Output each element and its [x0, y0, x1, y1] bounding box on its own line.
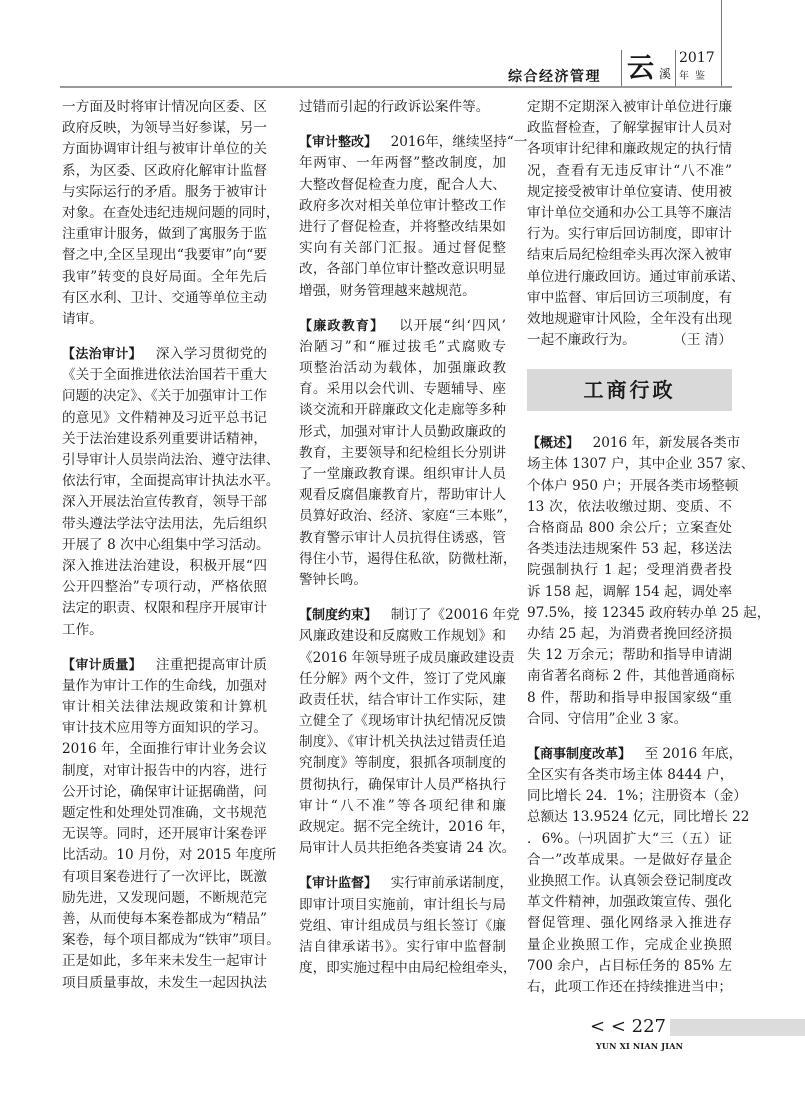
text-line [62, 867, 267, 888]
paragraph [299, 605, 520, 859]
text-line [62, 909, 267, 930]
header-divider [675, 50, 676, 86]
text-line [299, 506, 517, 527]
line-text: 党组、审计组成员与组长签订《廉 [299, 917, 506, 934]
line-text: 至 2016 年底， [644, 745, 743, 762]
text-line [527, 765, 732, 786]
line-text: 政规定。据不完全统计，2016 年， [299, 819, 515, 835]
text-line [62, 951, 267, 972]
page-number [590, 1016, 666, 1038]
text-line [299, 648, 515, 669]
paragraph-heading: 【廉政教育】 [299, 318, 385, 334]
line-text: 制度》、《审计机关执法过错责任追 [299, 734, 506, 751]
text-line [527, 582, 732, 603]
text-line [527, 539, 732, 560]
paragraph [299, 97, 506, 118]
yearbook-label: 年鉴 [679, 71, 711, 82]
line-text: 员算好政治、经济、家庭“三本账”， [299, 508, 517, 525]
text-line [62, 245, 267, 266]
line-text: 的意见》文件精神及习近平总书记 [62, 409, 267, 426]
text-line [527, 118, 732, 139]
line-text: 效地规避审计风险，全年没有出现 [527, 310, 732, 327]
line-text: 警钟长鸣。 [299, 571, 367, 588]
line-text: 审中监督、审后回访三项制度，有 [527, 289, 732, 306]
line-text: 依法行审，全面提高审计执法水平。 [62, 473, 280, 490]
text-line [62, 203, 280, 224]
paragraph [527, 433, 771, 730]
line-text: 以开展“纠‘四风’ [397, 317, 506, 334]
line-text: 改，各部门单位审计整改意识明显 [299, 261, 506, 278]
line-text: 失 12 万余元；帮助和指导申请湖 [527, 647, 732, 664]
text-line [299, 358, 506, 379]
text-line [527, 245, 732, 266]
line-text: 开展了 8 次中心组集中学习活动。 [62, 536, 270, 553]
line-text: 究制度》等制度，狠抓各项制度的 [299, 755, 506, 772]
text-line [299, 711, 506, 732]
text-line [527, 97, 732, 118]
line-text: 革文件精神，加强政策宣传、强化 [527, 894, 732, 911]
text-line [62, 161, 267, 182]
text-line [299, 796, 506, 817]
line-text: 即审计项目实施前，审计组长与局 [299, 896, 506, 913]
line-text: 2016 年，全面推行审计业务会议 [62, 741, 267, 758]
line-text: 督促管理、强化网络录入推进存 [527, 915, 732, 932]
text-line [299, 153, 506, 174]
text-column-left [62, 97, 280, 1008]
line-text: 办结 25 起，为消费者挽回经济损 [527, 625, 732, 642]
text-line [527, 476, 739, 497]
text-line [299, 238, 506, 259]
line-text: 年两审、一年两督”整改制度，加 [299, 155, 506, 172]
text-line [62, 676, 267, 697]
text-column-right [527, 97, 771, 1012]
text-line [62, 182, 267, 203]
paragraph [62, 655, 280, 994]
text-line [299, 217, 506, 238]
text-line [62, 697, 267, 718]
text-line [299, 732, 506, 753]
line-text: 案卷，每个项目都成为“铁审”项目。 [62, 932, 280, 949]
line-text: 励先进，又发现问题，不断规范完 [62, 889, 267, 906]
line-text: 注重审计服务，做到了寓服务于监 [62, 226, 267, 243]
line-text: 增强，财务管理越来越规范。 [299, 282, 476, 299]
line-text: 场主体 1307 户，其中企业 357 家、 [527, 456, 755, 473]
text-line [62, 824, 267, 845]
line-text: 单位进行廉政回访。通过审前承诺、 [527, 268, 745, 285]
line-text: 请审。 [62, 310, 103, 327]
text-line [527, 203, 732, 224]
line-text: 合格商品 800 余公斤；立案查处 [527, 520, 732, 536]
text-line [62, 598, 267, 619]
line-text: 同比增长 24．1%；注册资本（金） [527, 788, 747, 805]
text-line [527, 709, 732, 730]
text-line [62, 930, 280, 951]
line-text: 任分解》两个文件，签订了党风廉 [299, 670, 506, 687]
yearbook-year: 2017 [679, 50, 715, 66]
text-line [62, 577, 267, 598]
text-line [299, 817, 515, 838]
text-line [527, 224, 732, 245]
text-line [527, 645, 732, 666]
line-text: 善，从而使每本案卷都成为“精品” [62, 910, 267, 927]
line-text: 政府多次对相关单位审计整改工作 [299, 197, 506, 214]
line-text: 8 件，帮助和指导申报国家级“重 [527, 689, 732, 706]
text-line [62, 429, 267, 450]
line-text: 量企业换照工作，完成企业换照 [527, 936, 732, 953]
line-text: 对象。在查处违纪违规问题的同时， [62, 204, 280, 221]
text-line [527, 807, 750, 828]
line-text: 一起不廉政行为。 [527, 332, 636, 349]
line-text: 了一堂廉政教育课。组织审计人员 [299, 466, 506, 482]
text-line [527, 829, 732, 850]
line-text: 规定接受被审计单位宴请、使用被 [527, 183, 732, 200]
header-divider [721, 0, 722, 86]
paragraph-heading: 【审计监督】 [299, 876, 378, 892]
line-text: 项目质量事故，未发生一起因执法 [62, 974, 267, 991]
line-text: 督之中,全区呈现出“我要审”向“要 [62, 247, 267, 264]
text-line [299, 895, 506, 916]
text-line [527, 330, 732, 351]
text-line [62, 224, 267, 245]
text-line [299, 196, 506, 217]
text-line [62, 973, 267, 994]
text-line [299, 690, 506, 711]
line-text: 13 次，依法收缴过期、变质、不 [527, 498, 732, 515]
text-line [299, 528, 506, 549]
text-line [62, 471, 280, 492]
line-text: 无误等。同时，还开展审计案卷评 [62, 826, 267, 843]
line-text: 各类违法违规案件 53 起，移送法 [527, 541, 732, 558]
line-text: 审计技术应用等方面知识的学习。 [62, 720, 267, 737]
author-credit: （王 清） [673, 332, 732, 349]
line-text: 系，为区委、区政府化解审计监督 [62, 162, 267, 179]
footer-bar [670, 1019, 805, 1036]
text-line [62, 309, 267, 330]
paragraph-heading: 【概述】 [527, 436, 580, 452]
text-line [299, 626, 506, 647]
text-line [62, 620, 267, 641]
line-text: 有项目案卷进行了一次评比，既激 [62, 868, 267, 885]
line-text: 《关于全面推进依法治国若干重大 [62, 367, 267, 384]
text-line [299, 549, 517, 570]
line-text: 全区实有各类市场主体 8444 户， [527, 767, 734, 784]
paragraph [62, 97, 280, 330]
line-text: 2016年，继续坚持“一 [390, 134, 528, 151]
text-line [62, 782, 267, 803]
line-text: 进行了督促检查，并将整改结果如 [299, 218, 506, 235]
line-text: 各项审计纪律和廉政规定的执行情 [527, 141, 732, 158]
line-text: 得住小节，遏得住私欲，防微杜渐， [299, 550, 517, 567]
text-line [299, 337, 506, 358]
line-text: 公开讨论，确保审计证据确凿，问 [62, 783, 267, 800]
line-text: 大整改督促检查力度，配合人大、 [299, 176, 506, 193]
paragraph [299, 132, 528, 302]
text-line [527, 267, 745, 288]
text-line [62, 267, 267, 288]
text-line [299, 605, 520, 626]
line-text: 2016 年，新发展各类市 [592, 435, 741, 452]
text-line [299, 97, 506, 118]
text-line [62, 739, 267, 760]
text-line [299, 400, 506, 421]
text-line [299, 916, 506, 937]
line-text: 《2016 年领导班子成员廉政建设责 [299, 649, 515, 666]
text-line [62, 139, 267, 160]
line-text: 局审计人员共拒绝各类宴请 24 次。 [299, 840, 516, 857]
yearbook-logo-main: 云 [627, 53, 654, 84]
text-line [527, 433, 741, 454]
line-text: 量作为审计工作的生命线，加强对 [62, 677, 267, 694]
line-text: 题定性和处理处罚准确，文书规范 [62, 805, 267, 821]
line-text: 南省著名商标 2 件，其他普通商标 [527, 668, 735, 685]
text-line [527, 454, 755, 475]
text-line [299, 775, 506, 796]
line-text: 行为。实行审后回访制度，即审计 [527, 226, 732, 243]
line-text: 正是如此，多年来未发生一起审计 [62, 953, 267, 970]
line-text: 审计单位交通和办公工具等不廉洁 [527, 204, 732, 221]
yearbook-logo-sub: 溪 [659, 67, 672, 81]
text-line [527, 688, 732, 709]
text-line [62, 655, 267, 676]
line-text: 定期不定期深入被审计单位进行廉 [527, 99, 732, 115]
line-text: 教育，主要领导和纪检组长分别讲 [299, 444, 506, 461]
line-text: 度，即实施过程中由局纪检组牵头， [299, 960, 517, 977]
line-text: 项整治活动为载体，加强廉政教 [299, 360, 506, 377]
line-text: 深入开展法治宣传教育，领导干部 [62, 494, 267, 511]
paragraph-heading: 【审计质量】 [62, 657, 142, 673]
text-line [299, 873, 513, 894]
text-line [527, 624, 732, 645]
line-text: 注重把提高审计质 [155, 656, 267, 673]
line-text: 育。采用以会代训、专题辅导、座 [299, 381, 506, 398]
line-text: 方面协调审计组与被审计单位的关 [62, 141, 267, 158]
header-divider [621, 50, 622, 86]
text-line [62, 344, 267, 365]
paragraph-heading: 【审计整改】 [299, 135, 378, 151]
line-text: 实向有关部门汇报。通过督促整 [299, 240, 506, 257]
line-text: 审计相关法律法规政策和计算机 [62, 699, 267, 716]
text-line [527, 744, 743, 765]
text-line [527, 977, 732, 998]
section-title: 工商行政 [527, 369, 732, 411]
line-text: 结束后局纪检组牵头再次深入被审 [527, 247, 732, 264]
line-text: 诉 158 起，调解 154 起，调处率 [527, 583, 733, 600]
line-text: 97.5%，接 12345 政府转办单 25 起， [527, 604, 771, 621]
text-line [62, 514, 267, 535]
text-line [62, 761, 267, 782]
line-text: 公开四整治”专项行动，严格依照 [62, 579, 267, 596]
text-line [527, 786, 747, 807]
line-text: 合一”改革成果。一是做好存量企 [527, 851, 732, 868]
paragraph [299, 873, 517, 979]
text-line [527, 497, 732, 518]
paragraph-heading: 【商事制度改革】 [527, 746, 632, 762]
text-line [62, 718, 267, 739]
line-text: 政监督检查，了解掌握审计人员对 [527, 120, 732, 137]
paragraph-heading: 【法治审计】 [62, 347, 142, 363]
text-line [299, 316, 506, 337]
line-text: 贯彻执行，确保审计人员严格执行 [299, 776, 506, 793]
line-text: 个体户 950 户；开展各类市场整顿 [527, 477, 739, 494]
line-text: 洁自律承诺书》。实行审中监督制 [299, 938, 506, 955]
line-text: 关于法治建设系列重要讲话精神， [62, 430, 267, 447]
text-line [299, 422, 506, 443]
line-text: 制订了《20016 年党 [390, 607, 520, 624]
line-text: 谈交流和开辟廉政文化走廊等多种 [299, 402, 506, 419]
text-line [299, 443, 506, 464]
line-text: 观看反腐倡廉教育片，帮助审计人 [299, 487, 506, 504]
text-line [299, 464, 506, 485]
line-text: 过错而引起的行政诉讼案件等。 [299, 99, 490, 115]
line-text: 引导审计人员崇尚法治、遵守法律、 [62, 452, 280, 468]
text-line [62, 845, 277, 866]
text-line [527, 161, 732, 182]
line-text: 教育警示审计人员抗得住诱惑，管 [299, 529, 506, 546]
text-line [527, 309, 732, 330]
line-text: 政府反映，为领导当好参谋，另一 [62, 120, 267, 137]
paragraph [527, 97, 745, 351]
line-text: 业换照工作。认真领会登记制度改 [527, 873, 732, 889]
page-arrows: < < [590, 1016, 626, 1037]
text-line [299, 838, 516, 859]
text-line [62, 365, 267, 386]
text-line [299, 570, 506, 591]
line-text: 风廉政建设和反腐败工作规划》和 [299, 628, 506, 645]
line-text: 一方面及时将审计情况向区委、区 [62, 99, 267, 115]
text-line [299, 259, 506, 280]
text-line [299, 132, 528, 153]
text-line [527, 603, 771, 624]
line-text: ．6%。㈠巩固扩大“三（五）证 [527, 830, 732, 847]
line-text: 院强制执行 1 起；受理消费者投 [527, 562, 732, 579]
line-text: 带头遵法学法守法用法，先后组织 [62, 515, 267, 532]
text-line [527, 139, 732, 160]
line-text: 与实际运行的矛盾。服务于被审计 [62, 183, 267, 200]
text-line [299, 485, 506, 506]
text-line [527, 850, 732, 871]
text-line [62, 888, 267, 909]
text-line [527, 560, 732, 581]
text-line [62, 492, 267, 513]
text-line [527, 935, 732, 956]
text-line [527, 518, 732, 539]
text-line [299, 937, 506, 958]
line-text: 700 余户，占目标任务的 85% 左 [527, 957, 733, 974]
paragraph [527, 744, 750, 998]
text-line [299, 753, 506, 774]
text-line [62, 556, 267, 577]
text-line [62, 118, 267, 139]
line-text: 有区水利、卫计、交通等单位主动 [62, 289, 267, 306]
line-text: 深入推进法治建设，积极开展“四 [62, 557, 267, 574]
page-number-value: 227 [631, 1016, 666, 1037]
line-text: 制度，对审计报告中的内容，进行 [62, 762, 267, 779]
line-text: 法定的职责、权限和程序开展审计 [62, 600, 267, 617]
line-text: 比活动。10 月份，对 2015 年度所 [62, 847, 277, 864]
line-text: 深入学习贯彻党的 [155, 346, 267, 363]
line-text: 立健全了《现场审计执纪情况反馈 [299, 713, 506, 730]
text-line [527, 956, 732, 977]
line-text: 形式，加强对审计人员勤政廉政的 [299, 423, 506, 440]
text-line [527, 182, 732, 203]
line-text: 合同、守信用”企业 3 家。 [527, 710, 688, 727]
text-line [527, 666, 735, 687]
line-text: 政责任状，结合审计工作实际，建 [299, 691, 506, 708]
line-text: 工作。 [62, 621, 103, 638]
text-line [62, 288, 267, 309]
text-column-middle [299, 97, 528, 993]
text-line [299, 379, 506, 400]
line-text: 实行审前承诺制度， [390, 875, 513, 892]
running-section-title: 综合经济管理 [508, 69, 601, 85]
line-text: 右，此项工作还在持续推进当中； [527, 978, 732, 995]
line-text: 治陋习”和“雁过拔毛”式腐败专 [299, 338, 506, 355]
text-line [62, 450, 280, 471]
text-line [62, 97, 267, 118]
line-text: 况，查看有无违反审计“八不准” [527, 162, 732, 179]
line-text: 问题的决定》、《关于加强审计工作 [62, 388, 267, 405]
line-text: 我审”转变的良好局面。全年先后 [62, 268, 267, 285]
text-line [62, 803, 267, 824]
text-line [527, 892, 732, 913]
text-line [299, 958, 517, 979]
text-line [527, 288, 732, 309]
paragraph-heading: 【制度约束】 [299, 608, 378, 624]
line-text: 审计“八不准”等各项纪律和廉 [299, 797, 506, 814]
text-line [62, 535, 270, 556]
text-line [527, 913, 732, 934]
yearbook-pinyin: YUN XI NIAN JIAN [596, 1041, 684, 1051]
text-line [299, 175, 506, 196]
text-line [62, 386, 267, 407]
paragraph [299, 316, 517, 591]
header-rule [60, 86, 732, 88]
line-text: 总额达 13.9524 亿元，同比增长 22 [527, 809, 750, 826]
text-line [527, 871, 732, 892]
text-line [62, 408, 267, 429]
paragraph [62, 344, 280, 641]
text-line [299, 669, 506, 690]
text-line [299, 281, 506, 302]
